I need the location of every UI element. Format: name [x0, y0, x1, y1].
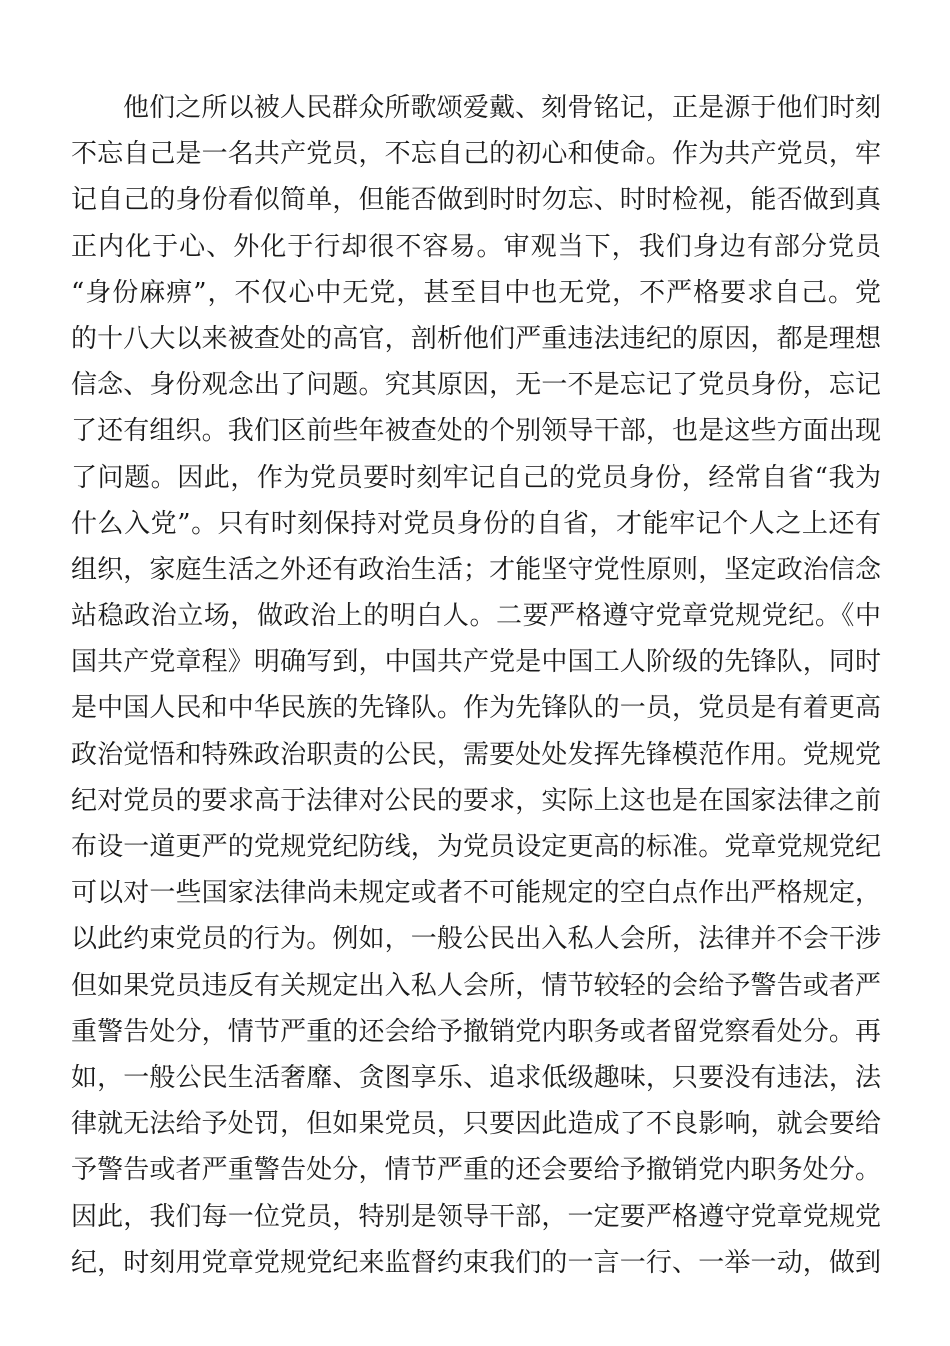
text-line: 了还有组织。我们区前些年被查处的个别领导干部，也是这些方面出现: [71, 416, 881, 447]
text-line: 如，一般公民生活奢靡、贪图享乐、追求低级趣味，只要没有违法，法: [71, 1062, 881, 1093]
text-line: 政治觉悟和特殊政治职责的公民，需要处处发挥先锋模范作用。党规党: [71, 739, 881, 770]
text-line: “身份麻痹”，不仅心中无党，甚至目中也无党，不严格要求自己。党: [71, 277, 881, 308]
text-line: 纪对党员的要求高于法律对公民的要求，实际上这也是在国家法律之前: [71, 785, 881, 816]
text-line: 他们之所以被人民群众所歌颂爱戴、刻骨铭记，正是源于他们时刻: [123, 93, 881, 123]
text-line: 组织，家庭生活之外还有政治生活；才能坚守党性原则，坚定政治信念: [71, 554, 881, 585]
body-paragraph: [71, 85, 881, 1286]
text-line: 是中国人民和中华民族的先锋队。作为先锋队的一员，党员是有着更高: [71, 693, 881, 724]
text-line: 但如果党员违反有关规定出入私人会所，情节较轻的会给予警告或者严: [71, 970, 881, 1001]
text-line: 重警告处分，情节严重的还会给予撤销党内职务或者留党察看处分。再: [71, 1016, 881, 1047]
text-line: 律就无法给予处罚，但如果党员，只要因此造成了不良影响，就会要给: [71, 1109, 881, 1140]
text-line: 予警告或者严重警告处分，情节严重的还会要给予撤销党内职务处分。: [71, 1155, 881, 1186]
text-line: 记自己的身份看似简单，但能否做到时时勿忘、时时检视，能否做到真: [71, 185, 881, 216]
text-line: 信念、身份观念出了问题。究其原因，无一不是忘记了党员身份，忘记: [71, 370, 881, 401]
text-line: 正内化于心、外化于行却很不容易。审观当下，我们身边有部分党员: [71, 231, 881, 262]
text-line: 什么入党”。只有时刻保持对党员身份的自省，才能牢记个人之上还有: [71, 508, 881, 539]
text-line: 布设一道更严的党规党纪防线，为党员设定更高的标准。党章党规党纪: [71, 832, 881, 862]
text-line: 可以对一些国家法律尚未规定或者不可能规定的空白点作出严格规定，: [71, 878, 881, 909]
text-line: 不忘自己是一名共产党员，不忘自己的初心和使命。作为共产党员，牢: [71, 139, 881, 170]
text-line: 纪，时刻用党章党规党纪来监督约束我们的一言一行、一举一动，做到: [71, 1247, 881, 1278]
text-line: 以此约束党员的行为。例如，一般公民出入私人会所，法律并不会干涉: [71, 924, 881, 955]
text-line: 了问题。因此，作为党员要时刻牢记自己的党员身份，经常自省“我为: [71, 462, 881, 493]
text-line: 站稳政治立场，做政治上的明白人。二要严格遵守党章党规党纪。《中: [71, 601, 881, 632]
text-line: 因此，我们每一位党员，特别是领导干部，一定要严格遵守党章党规党: [71, 1201, 881, 1232]
text-line: 的十八大以来被查处的高官，剖析他们严重违法违纪的原因，都是理想: [71, 323, 881, 354]
text-line: 国共产党章程》明确写到，中国共产党是中国工人阶级的先锋队，同时: [71, 647, 881, 678]
